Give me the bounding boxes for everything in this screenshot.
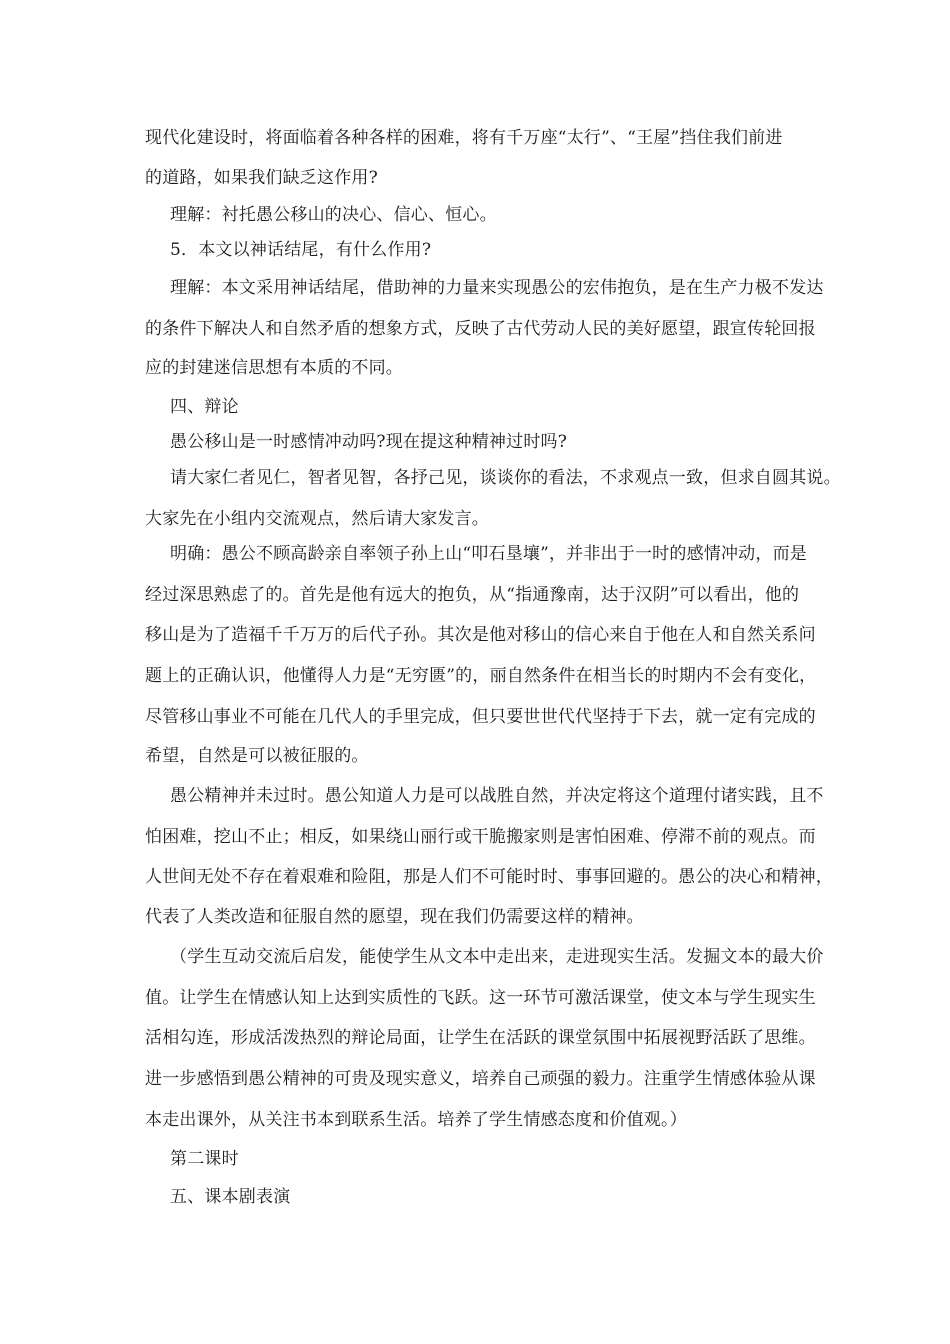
- text-line: 的条件下解决人和自然矛盾的想象方式，反映了古代劳动人民的美好愿望，跟宣传轮回报: [145, 319, 816, 339]
- text-line: 题上的正确认识，他懂得人力是“无穷匮”的，丽自然条件在相当长的时期内不会有变化，: [145, 666, 817, 686]
- text-line: 大家先在小组内交流观点，然后请大家发言。: [145, 509, 489, 529]
- text-line: 理解：衬托愚公移山的决心、信心、恒心。: [170, 205, 497, 225]
- text-line: 活相勾连，形成活泼热烈的辩论局面，让学生在活跃的课堂氛围中拓展视野活跃了思维。: [145, 1028, 816, 1048]
- text-line: 进一步感悟到愚公精神的可贵及现实意义，培养自己顽强的毅力。注重学生情感体验从课: [145, 1069, 816, 1089]
- text-line: 明确：愚公不顾高龄亲自率领子孙上山“叩石垦壤”，并非出于一时的感情冲动，而是: [170, 544, 807, 564]
- text-line: 移山是为了造福千千万万的后代子孙。其次是他对移山的信心来自于他在人和自然关系问: [145, 625, 816, 645]
- question-heading: 5．本文以神话结尾，有什么作用?: [170, 240, 432, 260]
- text-line: 本走出课外，从关注书本到联系生活。培养了学生情感态度和价值观。）: [145, 1110, 687, 1130]
- text-line: 尽管移山事业不可能在几代人的手里完成，但只要世世代代坚持于下去，就一定有完成的: [145, 707, 816, 727]
- text-line: 希望，自然是可以被征服的。: [145, 746, 369, 766]
- section-heading: 四、辩论: [170, 397, 239, 417]
- section-heading: 五、课本剧表演: [170, 1187, 291, 1207]
- text-line: 的道路，如果我们缺乏这作用?: [145, 168, 378, 188]
- text-line: 人世间无处不存在着艰难和险阻，那是人们不可能时时、事事回避的。愚公的决心和精神，: [145, 867, 833, 887]
- text-line: 经过深思熟虑了的。首先是他有远大的抱负，从“指通豫南，达于汉阴”可以看出，他的: [145, 585, 800, 605]
- text-line: 愚公移山是一时感情冲动吗?现在提这种精神过时吗?: [170, 432, 568, 452]
- text-line: 值。让学生在情感认知上达到实质性的飞跃。这一环节可激活课堂，使文本与学生现实生: [145, 988, 816, 1008]
- text-line: 应的封建迷信思想有本质的不同。: [145, 358, 403, 378]
- text-line: 代表了人类改造和征服自然的愿望，现在我们仍需要这样的精神。: [145, 907, 644, 927]
- text-line: 怕困难，挖山不止；相反，如果绕山丽行或干脆搬家则是害怕困难、停滞不前的观点。而: [145, 827, 816, 847]
- text-line: 请大家仁者见仁，智者见智，各抒己见，谈谈你的看法，不求观点一致，但求自圆其说。: [170, 468, 841, 488]
- text-line: 现代化建设时，将面临着各种各样的困难，将有千万座“太行”、“王屋”挡住我们前进: [145, 128, 783, 148]
- text-line: 愚公精神并未过时。愚公知道人力是可以战胜自然，并决定将这个道理付诸实践，且不: [170, 786, 824, 806]
- section-heading: 第二课时: [170, 1149, 239, 1169]
- text-line: 理解：本文采用神话结尾，借助神的力量来实现愚公的宏伟抱负，是在生产力极不发达: [170, 278, 824, 298]
- text-line: （学生互动交流后启发，能使学生从文本中走出来，走进现实生活。发掘文本的最大价: [170, 947, 824, 967]
